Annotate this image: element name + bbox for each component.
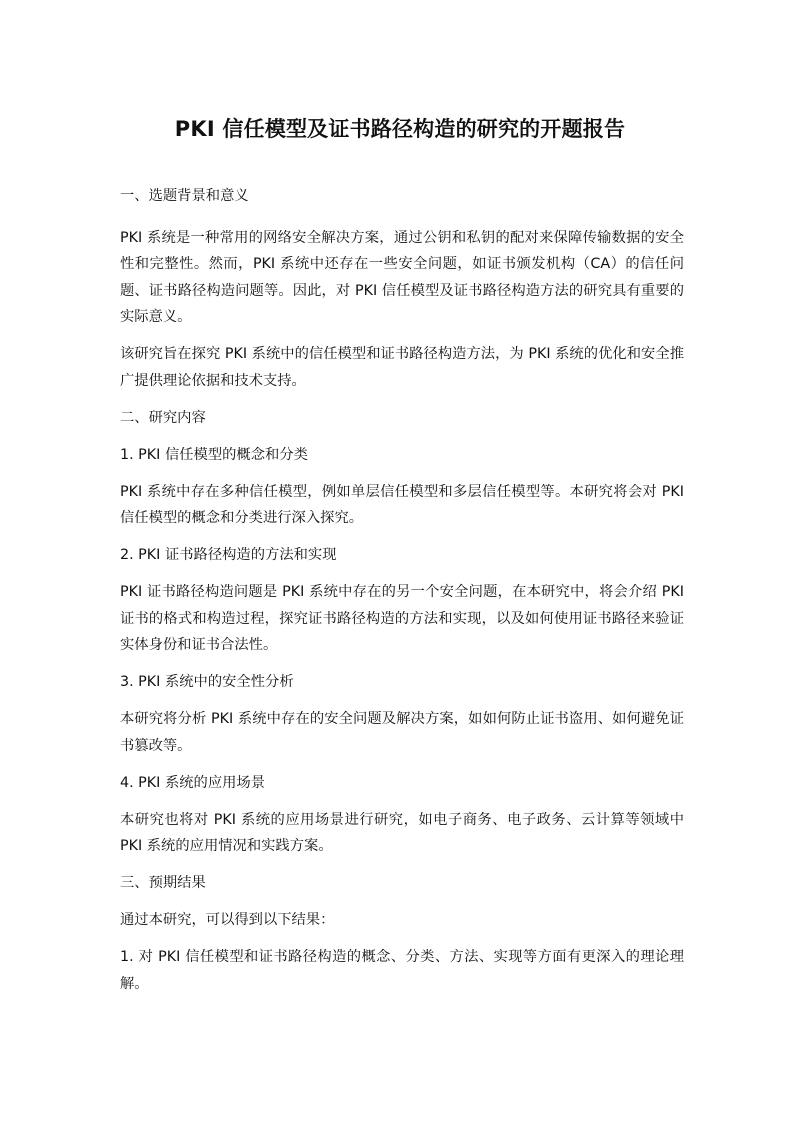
application-scenarios-paragraph: 本研究也将对 PKI 系统的应用场景进行研究，如电子商务、电子政务、云计算等领域中 PKI 系统的应用情况和实践方案。 — [120, 811, 684, 854]
expected-results-intro: 通过本研究，可以得到以下结果： — [120, 912, 335, 928]
section-heading-background: 一、选题背景和意义 — [120, 188, 249, 204]
subheading-certificate-path: 2. PKI 证书路径构造的方法和实现 — [120, 547, 337, 563]
section-heading-expected-results: 三、预期结果 — [120, 875, 206, 891]
certificate-path-paragraph: PKI 证书路径构造问题是 PKI 系统中存在的另一个安全问题，在本研究中，将会介绍 PKI 证书的格式和构造过程，探究证书路径构造的方法和实现，以及如何使用证书路径来验证实体身份和证书合法性。 — [120, 584, 684, 653]
expected-result-item: 1. 对 PKI 信任模型和证书路径构造的概念、分类、方法、实现等方面有更深入的理论理解。 — [120, 949, 684, 992]
trust-model-paragraph: PKI 系统中存在多种信任模型，例如单层信任模型和多层信任模型等。本研究将会对 PKI 信任模型的概念和分类进行深入探究。 — [120, 483, 684, 526]
section-heading-research-content: 二、研究内容 — [120, 409, 206, 426]
subheading-security-analysis: 3. PKI 系统中的安全性分析 — [120, 674, 294, 690]
research-purpose-paragraph: 该研究旨在探究 PKI 系统中的信任模型和证书路径构造方法，为 PKI 系统的优化和安全推广提供理论依据和技术支持。 — [120, 346, 684, 389]
background-paragraph: PKI 系统是一种常用的网络安全解决方案，通过公钥和私钥的配对来保障传输数据的安全性和完整性。然而，PKI 系统中还存在一些安全问题，如证书颁发机构（CA）的信任问题、证书路径构造问题等。因此，对 PKI 信任模型及证书路径构造方法的研究具有重要的实际意义。 — [120, 229, 684, 325]
security-analysis-paragraph: 本研究将分析 PKI 系统中存在的安全问题及解决方案，如如何防止证书盗用、如何避免证书篡改等。 — [120, 711, 684, 754]
document-title: PKI 信任模型及证书路径构造的研究的开题报告 — [174, 117, 626, 141]
subheading-application-scenarios: 4. PKI 系统的应用场景 — [120, 774, 266, 791]
document-body — [120, 183, 684, 1008]
subheading-trust-model: 1. PKI 信任模型的概念和分类 — [120, 446, 308, 463]
